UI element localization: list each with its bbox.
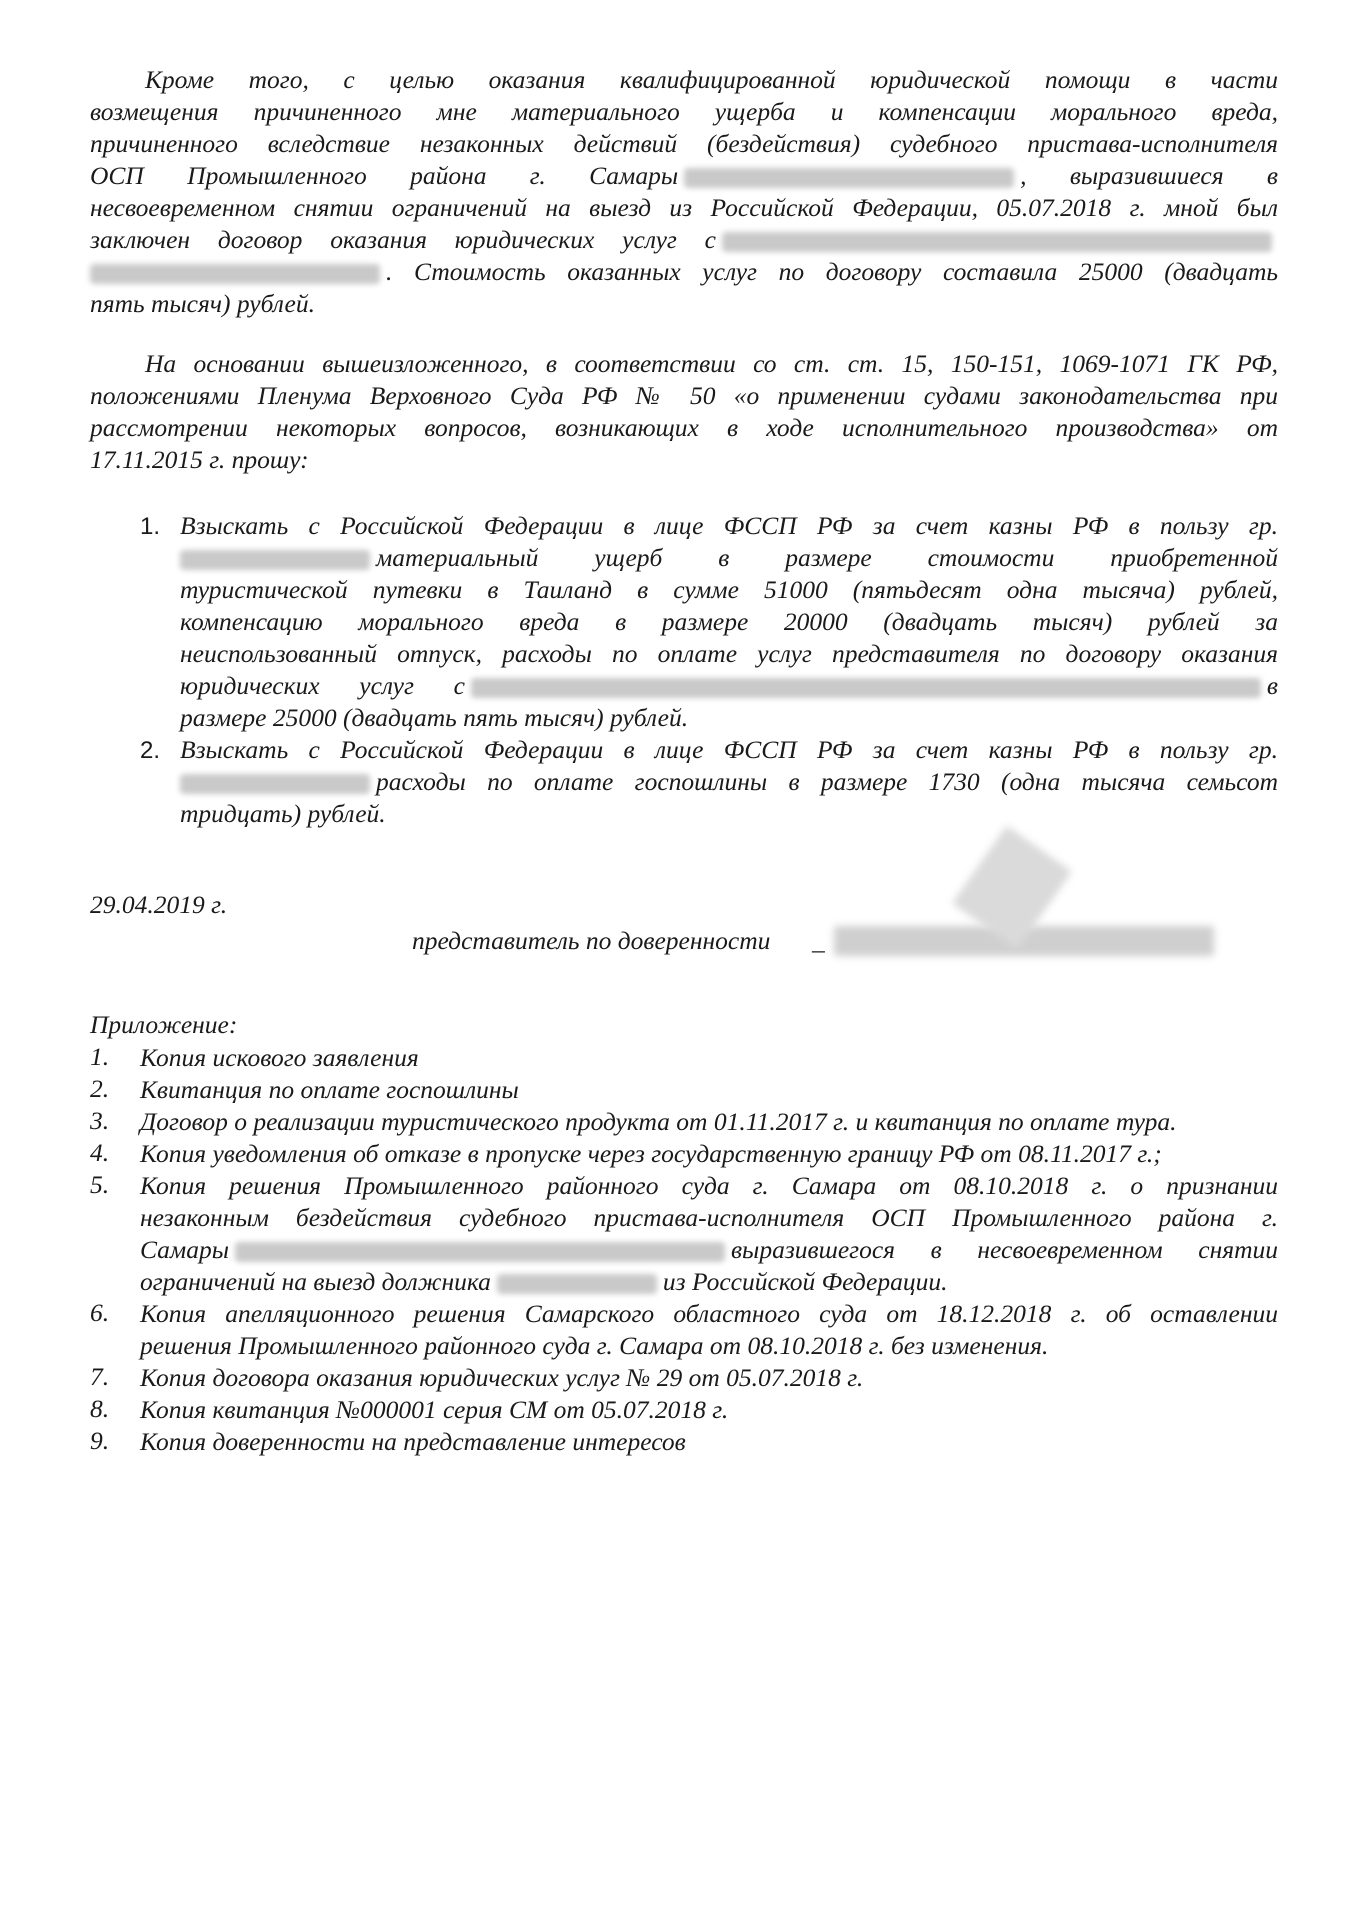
para2-line-4: 17.11.2015 г. прошу: [90,445,309,474]
para1-line-5: несвоевременном снятии ограничений на выезд из Российской Федерации, 05.07.2018 г. мной был [90,193,1278,222]
request-1 [140,510,1278,734]
attachment-5-line-3 [140,1234,1278,1266]
redacted-plaintiff-2 [180,774,370,794]
attachment-5-line-4a: ограничений на выезд должника [140,1267,491,1296]
redacted-bailiff-name [235,1242,725,1262]
para1-line-7 [90,256,1278,288]
attachment-5-line-1: Копия решения Промышленного районного суда г. Самара от 08.10.2018 г. о признании [140,1171,1278,1200]
attachment-5-line-4b: из Российской Федерации. [662,1267,948,1296]
attachment-3-text: Договор о реализации туристического продукта от 01.11.2017 г. и квитанция по оплате тура. [140,1107,1177,1136]
attachment-7-number: 7. [90,1362,110,1391]
para1-line-7a: . Стоимость оказанных услуг по договору составила 25000 (двадцать [386,257,1278,286]
para1-line-4b: , выразившиеся в [1020,161,1278,190]
attachment-5-number: 5. [90,1170,110,1199]
para1-line-6a: заключен договор оказания юридических услуг с [90,225,716,254]
attachment-item-1 [90,1042,1278,1074]
attachment-6-line-2: решения Промышленного районного суда г. Самара от 08.10.2018 г. без изменения. [140,1331,1049,1360]
para1-line-1: Кроме того, с целью оказания квалифицированной юридической помощи в части [145,65,1278,94]
para1-line-4 [90,160,1278,192]
para1-line-3: причиненного вследствие незаконных действий (бездействия) судебного пристава-исполнителя [90,129,1278,158]
req2-line-1: Взыскать с Российской Федерации в лице ФССП РФ за счет казны РФ в пользу гр. [180,735,1278,764]
attachments-title: Приложение: [90,1010,238,1039]
para2-line-3: рассмотрении некоторых вопросов, возникающих в ходе исполнительного производства» от [90,413,1278,442]
attachment-8-text: Копия квитанция №000001 серия СМ от 05.07.2018 г. [140,1395,729,1424]
attachment-5-line-3a: Самары [140,1235,229,1264]
attachment-2-text: Квитанция по оплате госпошлины [140,1075,519,1104]
req1-line-2a: материальный ущерб в размере стоимости приобретенной [376,543,1278,572]
req1-line-1: Взыскать с Российской Федерации в лице ФССП РФ за счет казны РФ в пользу гр. [180,511,1278,540]
redacted-representative [471,678,1261,698]
req1-line-7: размере 25000 (двадцать пять тысяч) рублей. [180,703,689,732]
attachment-6-number: 6. [90,1298,110,1327]
attachment-item-2 [90,1074,1278,1106]
req1-line-6 [180,670,1278,702]
req1-line-4: компенсацию морального вреда в размере 20000 (двадцать тысяч) рублей за [180,607,1278,636]
attachment-3-number: 3. [90,1106,110,1135]
req1-line-2 [180,542,1278,574]
attachment-5-line-2: незаконным бездействия судебного пристава-исполнителя ОСП Промышленного района г. [140,1203,1278,1232]
attachment-item-3 [90,1106,1278,1138]
attachment-9-number: 9. [90,1426,110,1455]
req2-line-2a: расходы по оплате госпошлины в размере 1730 (одна тысяча семьсот [376,767,1278,796]
attachment-item-7 [90,1362,1278,1394]
signature-block [412,920,1212,980]
req2-line-3: тридцать) рублей. [180,799,386,828]
attachment-item-6 [90,1298,1278,1362]
request-2 [140,734,1278,830]
attachment-1-text: Копия искового заявления [140,1043,419,1072]
redacted-name-bailiff [684,168,1014,188]
para1-line-8: пять тысяч) рублей. [90,289,316,318]
signature-label: представитель по доверенности [412,926,771,955]
attachment-6-line-1: Копия апелляционного решения Самарского областного суда от 18.12.2018 г. об оставлении [140,1299,1278,1328]
attachment-4-text: Копия уведомления об отказе в пропуске через государственную границу РФ от 08.11.2017 г.; [140,1139,1162,1168]
req1-line-6b: в [1266,671,1278,700]
attachment-2-number: 2. [90,1074,110,1103]
paragraph-2 [90,348,1278,476]
attachments-list [90,1042,1278,1458]
req1-line-3: туристической путевки в Таиланд в сумме 51000 (пятьдесят одна тысяча) рублей, [180,575,1278,604]
signature-line: _ [812,926,825,955]
attachment-5-line-4 [140,1266,1278,1298]
redacted-debtor-name [497,1274,657,1294]
req1-line-5: неиспользованный отпуск, расходы по оплате услуг представителя по договору оказания [180,639,1278,668]
redacted-contractor-2 [90,264,380,284]
para1-line-2: возмещения причиненного мне материального ущерба и компенсации морального вреда, [90,97,1278,126]
attachment-9-text: Копия доверенности на представление интересов [140,1427,686,1456]
para2-line-2: положениями Пленума Верховного Суда РФ № 50 «о применении судами законодательства при [90,381,1278,410]
document-date: 29.04.2019 г. [90,890,228,919]
para1-line-6 [90,224,1278,256]
request-1-number: 1. [140,513,161,540]
attachment-4-number: 4. [90,1138,110,1167]
para1-line-4a: ОСП Промышленного района г. Самары [90,161,679,190]
attachment-7-text: Копия договора оказания юридических услуг № 29 от 05.07.2018 г. [140,1363,864,1392]
attachment-1-number: 1. [90,1042,110,1071]
attachment-item-9 [90,1426,1278,1458]
request-2-number: 2. [140,737,161,764]
attachment-item-5 [90,1170,1278,1298]
req1-line-6a: юридических услуг с [180,671,465,700]
req2-line-2 [180,766,1278,798]
redacted-contractor [722,232,1272,252]
attachment-5-line-3b: выразившегося в несвоевременном снятии [730,1235,1278,1264]
attachment-8-number: 8. [90,1394,110,1423]
paragraph-1 [90,64,1278,320]
attachment-item-8 [90,1394,1278,1426]
para2-line-1: На основании вышеизложенного, в соответствии со ст. ст. 15, 150-151, 1069-1071 ГК РФ, [145,349,1278,378]
attachment-item-4 [90,1138,1278,1170]
redacted-plaintiff [180,550,370,570]
